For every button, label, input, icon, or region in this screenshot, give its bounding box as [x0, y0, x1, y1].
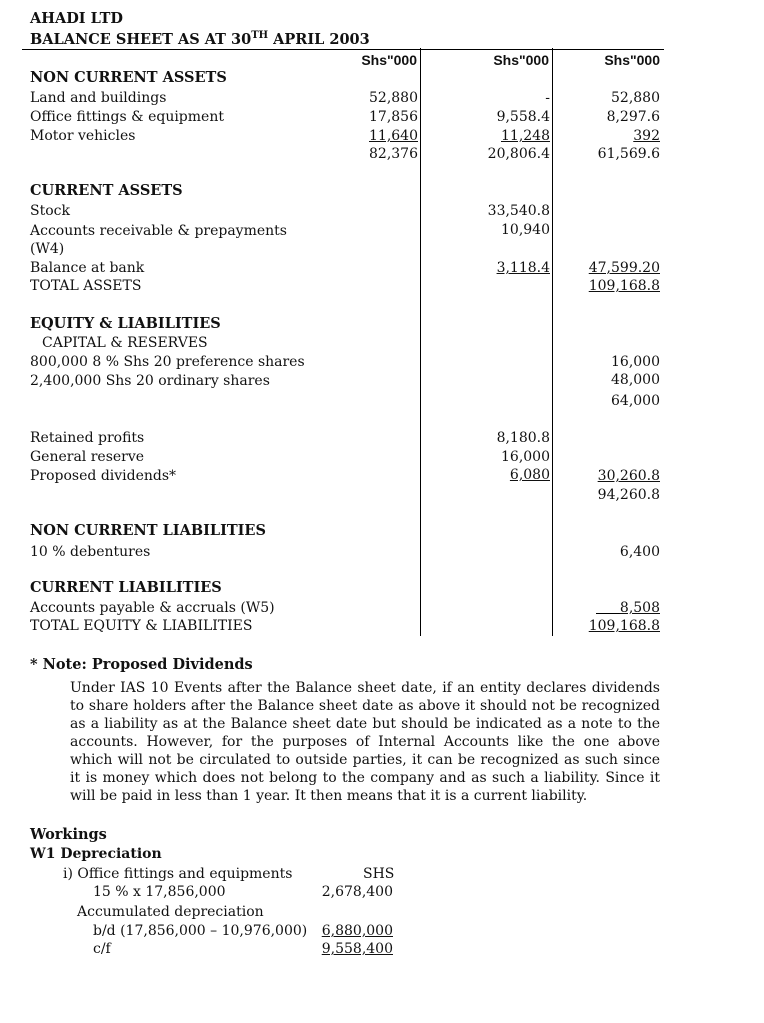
cell-value: -	[545, 90, 550, 106]
subtotal-value: 82,376	[369, 146, 418, 162]
cell-value: 10,940	[501, 222, 550, 238]
row-label: Land and buildings	[30, 90, 167, 106]
cell-value: 17,856	[369, 109, 418, 125]
cell-value: 48,000	[611, 372, 660, 388]
working-line: Accumulated depreciation	[77, 904, 264, 920]
row-label: 2,400,000 Shs 20 ordinary shares	[30, 373, 270, 389]
cell-value: 6,080	[509, 467, 550, 483]
section-heading: NON CURRENT LIABILITIES	[30, 522, 266, 539]
subtotal-value: 61,569.6	[597, 146, 660, 162]
column-header-1: Shs"000	[361, 52, 417, 68]
note-heading: * Note: Proposed Dividends	[30, 656, 253, 673]
cell-value: 16,000	[611, 354, 660, 370]
column-header-2: Shs"000	[493, 52, 549, 68]
cell-value: 16,000	[501, 449, 550, 465]
sheet-title: BALANCE SHEET AS AT 30TH APRIL 2003	[30, 30, 370, 48]
subtotal-value: 94,260.8	[597, 487, 660, 503]
row-label: Accounts receivable & prepayments	[30, 223, 287, 239]
row-label: 10 % debentures	[30, 544, 151, 560]
row-label: Balance at bank	[30, 260, 145, 276]
working-line: b/d (17,856,000 – 10,976,000)	[93, 923, 308, 939]
row-label: Accounts payable & accruals (W5)	[30, 600, 275, 616]
row-label: Motor vehicles	[30, 128, 136, 144]
row-label: General reserve	[30, 449, 145, 465]
working-item: i) Office fittings and equipments	[63, 866, 293, 882]
row-label: Stock	[30, 203, 70, 219]
workings-heading: Workings	[30, 826, 107, 843]
section-heading: CURRENT LIABILITIES	[30, 579, 222, 596]
cell-value: 30,260.8	[597, 468, 660, 484]
subtotal-value: 20,806.4	[487, 146, 550, 162]
row-label: TOTAL EQUITY & LIABILITIES	[30, 618, 253, 634]
row-label: TOTAL ASSETS	[30, 278, 142, 294]
row-label: Retained profits	[30, 430, 145, 446]
working-title: W1 Depreciation	[30, 846, 162, 862]
note-body: Under IAS 10 Events after the Balance sheet date, if an entity declares dividends to share holders after the Balance sheet date as above it should not be recognized as a liability as at the Balance sheet date but should be indicated as a note to the accounts. However, for the purposes of Internal Accounts like the one above which will not be circulated to outside parties, it can be recognized as such since it is money which does not belong to the company and as such a liability. Since it will be paid in less than 1 year. It then means that it is a current liability.	[70, 680, 660, 804]
company-name: AHADI LTD	[30, 10, 123, 27]
cell-value: 9,558.4	[496, 109, 550, 125]
column-divider-1	[420, 48, 421, 636]
working-value: 9,558,400	[321, 941, 393, 957]
row-label: 800,000 8 % Shs 20 preference shares	[30, 354, 305, 370]
subtotal-value: 64,000	[611, 393, 660, 409]
cell-value: 8,180.8	[496, 430, 550, 446]
cell-value: 47,599.20	[588, 260, 660, 276]
column-header-3: Shs"000	[604, 52, 660, 68]
cell-value: 8,508	[619, 600, 660, 616]
section-heading: EQUITY & LIABILITIES	[30, 315, 221, 332]
total-value: 109,168.8	[588, 618, 660, 634]
working-line: 15 % x 17,856,000	[93, 884, 226, 900]
cell-value: 392	[633, 128, 660, 144]
column-divider-2	[552, 48, 553, 636]
working-column-header: SHS	[363, 866, 395, 882]
working-value: 6,880,000	[321, 923, 393, 939]
cell-value: 33,540.8	[487, 203, 550, 219]
cell-value: 8,297.6	[606, 109, 660, 125]
cell-value: 52,880	[369, 90, 418, 106]
working-value: 2,678,400	[321, 884, 393, 900]
section-heading: NON CURRENT ASSETS	[30, 69, 227, 86]
total-value: 109,168.8	[588, 278, 660, 294]
cell-value: 52,880	[611, 90, 660, 106]
cell-value: 11,248	[501, 128, 550, 144]
cell-value: 3,118.4	[496, 260, 550, 276]
title-rule	[22, 49, 664, 50]
section-heading: CURRENT ASSETS	[30, 182, 183, 199]
working-line: c/f	[93, 941, 111, 957]
row-label-continued: (W4)	[30, 241, 65, 257]
row-label: Office fittings & equipment	[30, 109, 224, 125]
subsection-heading: CAPITAL & RESERVES	[42, 335, 208, 351]
cell-value: 11,640	[369, 128, 418, 144]
row-label: Proposed dividends*	[30, 468, 177, 484]
cell-value: 6,400	[619, 544, 660, 560]
